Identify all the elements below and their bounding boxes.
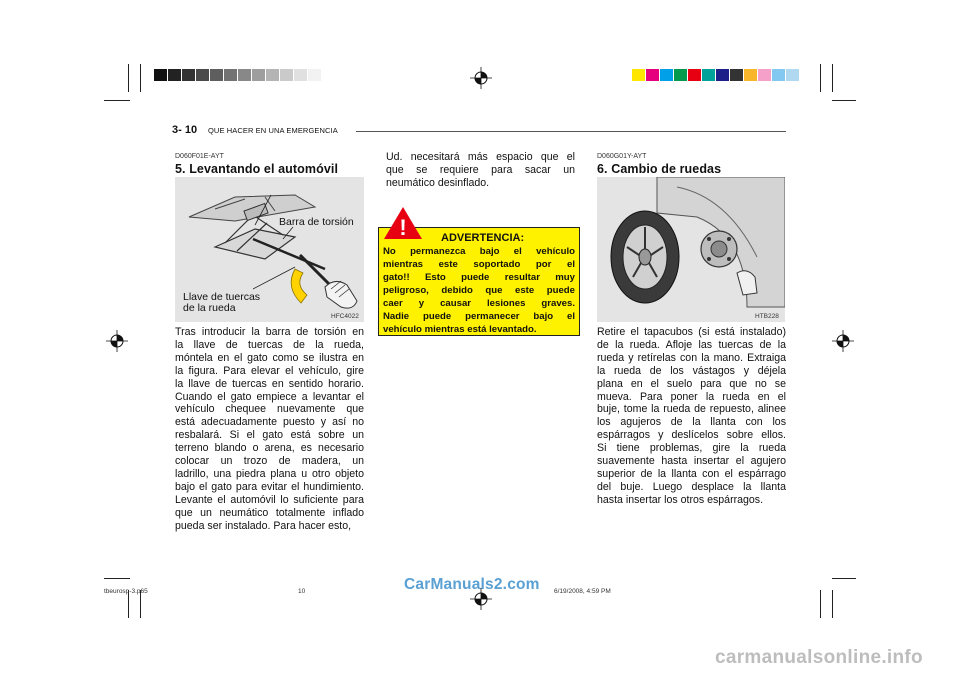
color-swatch: [716, 69, 729, 81]
warning-line: mientras este soportado por el: [383, 259, 575, 270]
body-line: Cuando el gato empiece a levantar el: [175, 390, 364, 403]
warning-text: [383, 245, 575, 336]
color-swatch: [772, 69, 785, 81]
body-line: plana en el suelo para que no se: [597, 377, 786, 390]
color-bar: [632, 69, 800, 81]
gray-swatch: [252, 69, 265, 81]
body-line: del buje. Luego desplace la llanta: [597, 480, 786, 493]
col3-body: [597, 326, 786, 507]
color-swatch: [688, 69, 701, 81]
body-line: que un neumático totalmente inflado: [175, 506, 364, 519]
col1-code: D060F01E-AYT: [175, 153, 224, 160]
color-swatch: [702, 69, 715, 81]
body-line: Retire el tapacubos (si está instalado): [597, 326, 786, 338]
body-line: la figura. Para elevar el vehículo, gire: [175, 364, 364, 377]
body-line: pueda ser instalado. Para hacer esto,: [175, 519, 352, 532]
jack-figure: [175, 177, 364, 322]
gray-swatch: [238, 69, 251, 81]
warning-line: Nadie puede permanecer bajo el: [383, 311, 575, 322]
col3-code: D060G01Y-AYT: [597, 153, 647, 160]
warning-line: vehículo mientras está levantado.: [383, 324, 537, 335]
warning-line: No permanezca bajo el vehículo: [383, 246, 575, 257]
body-line: la llave de tuercas de la rueda,: [175, 338, 364, 351]
body-line: colocar un trozo de madera, un: [175, 455, 364, 468]
body-line: Si tiene problemas, gire la rueda: [597, 442, 786, 455]
gray-swatch: [280, 69, 293, 81]
color-swatch: [744, 69, 757, 81]
warning-triangle-icon: [382, 205, 424, 241]
color-swatch: [786, 69, 799, 81]
color-swatch: [758, 69, 771, 81]
body-line: que se requiere para sacar un: [386, 163, 575, 176]
col1-body: [175, 326, 364, 533]
page-number: 3- 10: [172, 124, 198, 136]
body-line: ladrillo, una piedra plana u otro objeto: [175, 467, 364, 480]
body-line: vehículo chequee nuevamente que: [175, 403, 364, 416]
body-line: rueda y retírelas con la mano. Extraiga: [597, 351, 786, 364]
col3-title: 6. Cambio de ruedas: [597, 162, 722, 176]
warning-line: peligroso, debido que este puede: [383, 285, 575, 296]
callout-wrench-2: de la rueda: [183, 302, 236, 314]
gray-swatch: [224, 69, 237, 81]
color-swatch: [660, 69, 673, 81]
gray-swatch: [196, 69, 209, 81]
body-line: terreno blando o arena, es necesario: [175, 442, 364, 455]
body-line: hasta insertar los otros espárragos.: [597, 493, 764, 506]
gray-swatch: [308, 69, 321, 81]
wheel-illustration-icon: [597, 177, 785, 322]
body-line: mueva. Para poner la rueda en el: [597, 390, 786, 403]
color-swatch: [646, 69, 659, 81]
body-line: resbalará. Si el gato está sobre un: [175, 429, 364, 442]
body-line: móntela en el gato como se ilustra en: [175, 351, 364, 364]
col1-title: 5. Levantando el automóvil: [175, 162, 339, 176]
header-rule: [356, 131, 786, 132]
body-line: está adecuadamente puesto y así no: [175, 416, 364, 429]
body-line: Levante el automóvil lo suficiente para: [175, 493, 364, 506]
wheel-figure: [597, 177, 785, 322]
body-line: bajo el gato para evitar el hundimiento.: [175, 480, 364, 493]
gray-swatch: [294, 69, 307, 81]
body-line: la rueda de los vástagos y déjela: [597, 364, 786, 377]
section-title: QUE HACER EN UNA EMERGENCIA: [208, 126, 338, 135]
figure-code: HFC4022: [331, 313, 359, 320]
warning-line: gato!! Esto puede resultar muy: [383, 272, 575, 283]
warning-symbol: !: [399, 215, 407, 240]
watermark-top[interactable]: CarManuals2.com: [404, 576, 540, 593]
footer-file: tbeurosp-3.p65: [104, 588, 148, 595]
body-line: Ud. necesitará más espacio que el: [386, 151, 575, 163]
registration-mark-right-icon: [832, 330, 854, 352]
grayscale-bar: [154, 69, 322, 81]
color-swatch: [674, 69, 687, 81]
col2-body: [386, 151, 575, 190]
body-line: neumático desinflado.: [386, 176, 490, 189]
body-line: suavemente hasta insertar el agujero: [597, 455, 786, 468]
watermark-bottom[interactable]: carmanualsonline.info: [715, 647, 923, 668]
body-line: Tras introducir la barra de torsión en: [175, 326, 364, 338]
footer-date: 6/19/2008, 4:59 PM: [554, 588, 611, 595]
gray-swatch: [154, 69, 167, 81]
color-swatch: [730, 69, 743, 81]
body-line: la llave de tuercas en sentido horario.: [175, 377, 364, 390]
registration-mark-top-icon: [470, 67, 492, 89]
gray-swatch: [182, 69, 195, 81]
figure-code-wheel: HTB228: [755, 313, 779, 320]
body-line: los agujeros de la llanta con los: [597, 416, 786, 429]
body-line: espárragos y deslícelos sobre ellos.: [597, 429, 786, 442]
warning-title: ADVERTENCIA:: [441, 232, 525, 244]
gray-swatch: [168, 69, 181, 81]
body-line: de la rueda. Afloje las tuercas de la: [597, 338, 786, 351]
registration-mark-left-icon: [106, 330, 128, 352]
gray-swatch: [210, 69, 223, 81]
color-swatch: [632, 69, 645, 81]
callout-wrench-1: Llave de tuercas: [183, 291, 261, 303]
warning-box: [378, 227, 580, 336]
callout-torsion-bar: Barra de torsión: [279, 216, 354, 228]
body-line: buje, tome la rueda de repuesto, alinee: [597, 403, 786, 416]
body-line: superior de la llanta con el espárrago: [597, 467, 786, 480]
footer-page: 10: [298, 588, 306, 595]
warning-line: caer y causar lesiones graves.: [383, 298, 575, 309]
gray-swatch: [266, 69, 279, 81]
